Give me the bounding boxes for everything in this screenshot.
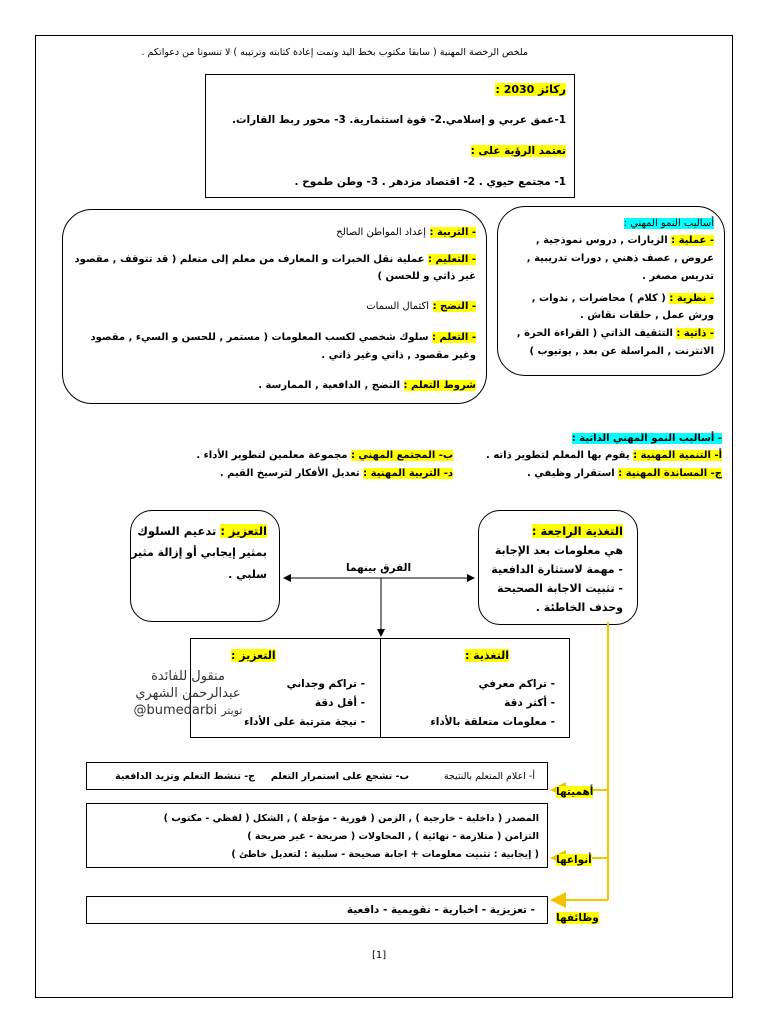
importance-box [86,762,548,790]
self-label: - ذاتية : [676,328,714,339]
reinf-title: التعزيز : [231,649,276,662]
reinforcement-line1: تدعيم السلوك [137,524,217,538]
self-growth-b-text: مجموعة معلمين لتطوير الأداء . [196,450,348,461]
self-growth-a-label: أ- التنمية المهنية : [633,450,722,461]
conditions-text: النضج , الدافعية , الممارسة . [258,380,401,391]
self-growth-c-text: استقرار وظيفي . [526,468,615,479]
practical-label: - عملية : [671,235,714,246]
practical-line3: تدريس مصغر . [642,271,714,282]
maturity-label: - النضج : [432,301,476,312]
functions-box [86,896,548,924]
feeding-item-3: - معلومات متعلقة بالأداء [430,716,555,728]
reinf-item-1: - تراكم وجداني [286,678,365,690]
functions-text: - تعزيزية - اخبارية - تقويمية - دافعية [346,904,535,916]
reinforcement-line3: سلبي . [228,568,267,581]
teaching-label: - التعليم : [427,254,476,265]
practical-line1: الزيارات , دروس نموذجية , [535,235,668,246]
learning-line1: سلوك شخصي لكسب المعلومات ( مستمر , للحسن و السيء , مقصود [90,332,429,343]
reinf-item-3: - نيجة مترتبة على الأداء [244,716,365,728]
reinforcement-line2: بمثير إيجابي أو إزالة مثير [131,546,267,559]
comparison-divider [380,639,381,737]
self-growth-d-text: تعديل الأفكار لترسيخ القيم . [219,468,360,479]
feedback-line3: - تثبيت الاجابة الصحيحة [497,582,623,595]
vision-items: 1- مجتمع حيوي . 2- اقتصاد مزدهر . 3- وطن طموح . [294,176,566,188]
reinf-item-2: - أقل دقة [314,697,365,709]
self-line1: التثقيف الذاتي ( القراءة الحرة , [516,328,673,339]
watermark-handle: @bumedarbi [133,703,218,718]
watermark-twitter-label: تويتر [221,704,243,717]
feedback-line1: هي معلومات بعد الإجابة [494,544,623,557]
comparison-table [190,638,570,738]
self-growth-b-label: ب- المجتمع المهني : [350,450,453,461]
feeding-title: التغذية : [465,649,509,662]
importance-label: أهميتها [556,786,594,798]
types-label: أنواعها [556,854,592,866]
types-line3: ( إيجابية : تثبيت معلومات + اجابة صحيحة - سلبية : لتعديل خاطئ ) [231,849,539,860]
types-box [86,803,548,868]
theoretical-label: - نظرية : [669,293,714,304]
feedback-line4: وحذف الخاطئة . [535,601,623,614]
difference-label: الفرق بينهما [346,562,412,574]
growth-methods-title: أساليب النمو المهني : [623,218,714,229]
learning-line2: وغير مقصود , ذاتي وغير ذاتي . [321,350,476,361]
watermark [132,668,244,719]
pillars-title: ركائز 2030 : [495,83,566,96]
self-growth-title: - أساليب النمو المهني الذاتية : [571,433,722,444]
self-line2: الانترنت , المراسلة عن بعد , يوتيوب ) [529,346,714,357]
feedback-title: التغذية الراجعة : [531,524,623,538]
vision-title: تعتمد الرؤية على : [470,145,566,157]
reinforcement-title: التعزيز : [220,524,267,538]
feeding-item-1: - تراكم معرفي [478,678,555,690]
self-growth-c-label: ج- المساندة المهنية : [618,468,722,479]
importance-c: ج- تنشط التعلم وتزيد الدافعية [115,771,255,782]
feedback-line2: - مهمة لاستثارة الدافعية [491,563,623,576]
watermark-line2: عبدالرحمن الشهري [135,686,241,701]
feeding-item-2: - أكثر دقة [504,697,555,709]
importance-a: أ- اعلام المتعلم بالنتيجة [443,771,535,782]
functions-label: وظائفها [556,912,599,924]
education-label: - التربية : [429,227,476,238]
theoretical-line2: ورش عمل , حلقات نقاش . [579,310,714,321]
teaching-line2: غير ذاتي و للحسن ) [377,271,476,282]
watermark-line1: منقول للفائدة [151,669,225,684]
maturity-text: اكتمال السمات [366,301,430,312]
conditions-label: شروط التعلم : [403,380,476,391]
self-growth-d-label: د- التربية المهنية : [363,468,453,479]
watermark-handle-row [132,702,244,719]
page-number: [1] [372,950,387,961]
practical-line2: عروض , عصف ذهني , دورات تدريبية , [526,253,714,264]
theoretical-line1: ( كلام ) محاضرات , ندوات , [531,293,666,304]
pillars-items: 1-عمق عربي و إسلامي.2- قوة استثمارية. 3- محور ربط القارات. [231,114,566,126]
self-growth-a-text: يقوم بها المعلم لتطوير ذاته . [486,450,630,461]
importance-b: ب- تشجع على استمرار التعلم [270,771,409,782]
education-text: إعداد المواطن الصالح [336,227,427,238]
types-line2: التزامن ( متلازمة - نهائية ) , المحاولات ( صريحة - غير صريحة ) [247,831,539,842]
header-note: ملخص الرخصة المهنية ( سابقا مكتوب بخط اليد وتمت إعادة كتابته وترتيبه ) لا تنسونا من دعواتكم . [141,47,528,58]
teaching-line1: عملية نقل الخبرات و المعارف من معلم إلى متعلم ( قد تتوقف , مقصود [74,254,425,265]
types-line1: المصدر ( داخلية - خارجية ) , الزمن ( فورية - مؤجلة ) , الشكل ( لفظي - مكتوب ) [163,813,539,824]
learning-label: - التعلم : [432,332,476,343]
